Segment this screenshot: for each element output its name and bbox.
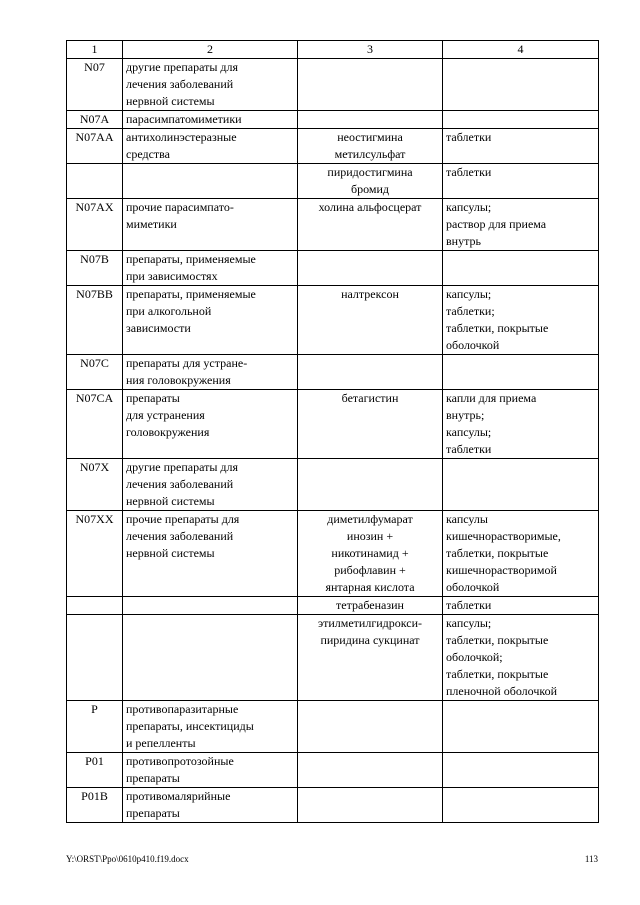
column-number-header: 2 bbox=[123, 41, 298, 59]
dosage-form-line: капсулы; bbox=[446, 200, 492, 214]
atc-group-name-cell bbox=[123, 355, 298, 390]
column-number-row bbox=[67, 41, 599, 59]
drug-name-cell bbox=[298, 615, 443, 701]
drug-name-cell bbox=[298, 701, 443, 753]
drug-name-line: рибофлавин + bbox=[334, 563, 406, 577]
dosage-form-cell bbox=[443, 459, 599, 511]
atc-code-cell: N07AA bbox=[67, 129, 123, 164]
dosage-form-cell bbox=[443, 597, 599, 615]
atc-group-name-line: нервной системы bbox=[126, 546, 215, 560]
table-row bbox=[67, 390, 599, 459]
atc-group-name-line: головокружения bbox=[126, 425, 210, 439]
dosage-form-line: оболочкой bbox=[446, 580, 500, 594]
atc-group-name-line: нервной системы bbox=[126, 94, 215, 108]
atc-group-name-line: противомалярийные bbox=[126, 789, 231, 803]
footer-file-path: Y:\ORST\Ppo\0610p410.f19.docx bbox=[66, 854, 189, 864]
atc-group-name-line: зависимости bbox=[126, 321, 191, 335]
atc-group-name-line: и репелленты bbox=[126, 736, 196, 750]
dosage-form-cell bbox=[443, 390, 599, 459]
drug-name-cell bbox=[298, 390, 443, 459]
column-number-header: 1 bbox=[67, 41, 123, 59]
drug-name-line: бромид bbox=[351, 182, 389, 196]
atc-group-name-cell bbox=[123, 251, 298, 286]
atc-group-name-line: средства bbox=[126, 147, 171, 161]
atc-code-cell bbox=[67, 615, 123, 701]
dosage-form-line: таблетки, покрытые bbox=[446, 667, 549, 681]
drug-name-cell bbox=[298, 251, 443, 286]
atc-group-name-cell bbox=[123, 199, 298, 251]
drug-name-line: неостигмина bbox=[337, 130, 403, 144]
table-row bbox=[67, 199, 599, 251]
dosage-form-cell bbox=[443, 511, 599, 597]
dosage-form-line: кишечнорастворимые, bbox=[446, 529, 561, 543]
drug-name-line: тетрабеназин bbox=[336, 598, 404, 612]
drug-name-line: пиридина сукцинат bbox=[320, 633, 420, 647]
atc-group-name-line: препараты bbox=[126, 771, 180, 785]
atc-group-name-line: миметики bbox=[126, 217, 177, 231]
table-row bbox=[67, 111, 599, 129]
drug-name-line: налтрексон bbox=[341, 287, 399, 301]
atc-group-name-cell bbox=[123, 511, 298, 597]
atc-group-name-cell bbox=[123, 459, 298, 511]
atc-code-cell bbox=[67, 597, 123, 615]
drug-name-cell bbox=[298, 788, 443, 823]
table-row bbox=[67, 701, 599, 753]
atc-group-name-line: при алкогольной bbox=[126, 304, 212, 318]
atc-code-cell: N07A bbox=[67, 111, 123, 129]
dosage-form-cell bbox=[443, 286, 599, 355]
table-row bbox=[67, 59, 599, 111]
atc-code-cell: N07CA bbox=[67, 390, 123, 459]
drug-name-line: никотинамид + bbox=[331, 546, 409, 560]
dosage-form-line: капсулы bbox=[446, 512, 488, 526]
atc-group-name-line: нервной системы bbox=[126, 494, 215, 508]
atc-code-cell: N07XX bbox=[67, 511, 123, 597]
dosage-form-line: таблетки bbox=[446, 165, 492, 179]
dosage-form-cell bbox=[443, 129, 599, 164]
atc-group-name-cell bbox=[123, 753, 298, 788]
atc-group-name-line: при зависимостях bbox=[126, 269, 218, 283]
drug-name-cell bbox=[298, 164, 443, 199]
dosage-form-cell bbox=[443, 701, 599, 753]
atc-group-name-line: препараты, инсектициды bbox=[126, 719, 254, 733]
drug-name-cell bbox=[298, 111, 443, 129]
drug-name-cell bbox=[298, 753, 443, 788]
drug-name-cell bbox=[298, 355, 443, 390]
dosage-form-line: оболочкой; bbox=[446, 650, 503, 664]
table-row bbox=[67, 251, 599, 286]
drug-name-cell bbox=[298, 59, 443, 111]
dosage-form-line: таблетки; bbox=[446, 304, 495, 318]
drug-name-cell bbox=[298, 199, 443, 251]
drug-classification-table bbox=[66, 40, 599, 823]
atc-group-name-cell bbox=[123, 788, 298, 823]
atc-group-name-cell bbox=[123, 164, 298, 199]
atc-code-cell: N07AX bbox=[67, 199, 123, 251]
footer-page-number: 113 bbox=[584, 854, 598, 864]
dosage-form-line: таблетки, покрытые bbox=[446, 546, 549, 560]
dosage-form-line: таблетки bbox=[446, 442, 492, 456]
dosage-form-line: оболочкой bbox=[446, 338, 500, 352]
dosage-form-cell bbox=[443, 355, 599, 390]
atc-code-cell: N07B bbox=[67, 251, 123, 286]
drug-name-line: диметилфумарат bbox=[327, 512, 413, 526]
atc-group-name-line: препараты для устране- bbox=[126, 356, 248, 370]
atc-group-name-line: другие препараты для bbox=[126, 460, 239, 474]
column-number-header: 4 bbox=[443, 41, 599, 59]
table-body bbox=[67, 59, 599, 823]
atc-group-name-cell bbox=[123, 597, 298, 615]
drug-name-line: пиридостигмина bbox=[327, 165, 413, 179]
dosage-form-line: капсулы; bbox=[446, 425, 492, 439]
dosage-form-cell bbox=[443, 788, 599, 823]
dosage-form-line: таблетки bbox=[446, 130, 492, 144]
dosage-form-cell bbox=[443, 615, 599, 701]
atc-group-name-cell bbox=[123, 111, 298, 129]
table-row bbox=[67, 286, 599, 355]
table-row bbox=[67, 164, 599, 199]
atc-group-name-cell bbox=[123, 129, 298, 164]
atc-code-cell: N07 bbox=[67, 59, 123, 111]
dosage-form-line: капсулы; bbox=[446, 287, 492, 301]
atc-group-name-cell bbox=[123, 59, 298, 111]
atc-code-cell: N07C bbox=[67, 355, 123, 390]
dosage-form-line: таблетки, покрытые bbox=[446, 321, 549, 335]
drug-name-line: янтарная кислота bbox=[325, 580, 415, 594]
dosage-form-cell bbox=[443, 753, 599, 788]
table-row bbox=[67, 459, 599, 511]
drug-name-line: холина альфосцерат bbox=[318, 200, 422, 214]
atc-group-name-line: прочие парасимпато- bbox=[126, 200, 234, 214]
atc-group-name-line: противопротозойные bbox=[126, 754, 234, 768]
atc-group-name-line: для устранения bbox=[126, 408, 205, 422]
dosage-form-cell bbox=[443, 59, 599, 111]
atc-code-cell: P bbox=[67, 701, 123, 753]
column-number-header: 3 bbox=[298, 41, 443, 59]
table-row bbox=[67, 788, 599, 823]
dosage-form-line: капли для приема bbox=[446, 391, 537, 405]
drug-name-line: метилсульфат bbox=[334, 147, 406, 161]
drug-name-cell bbox=[298, 286, 443, 355]
atc-group-name-cell bbox=[123, 286, 298, 355]
atc-group-name-line: лечения заболеваний bbox=[126, 77, 234, 91]
dosage-form-line: таблетки bbox=[446, 598, 492, 612]
atc-code-cell: N07X bbox=[67, 459, 123, 511]
table-row bbox=[67, 753, 599, 788]
dosage-form-line: пленочной оболочкой bbox=[446, 684, 558, 698]
table-row bbox=[67, 511, 599, 597]
atc-code-cell: P01 bbox=[67, 753, 123, 788]
dosage-form-line: внутрь; bbox=[446, 408, 485, 422]
atc-code-cell: N07BB bbox=[67, 286, 123, 355]
table-row bbox=[67, 129, 599, 164]
drug-name-cell bbox=[298, 459, 443, 511]
atc-group-name-cell bbox=[123, 701, 298, 753]
drug-name-cell bbox=[298, 511, 443, 597]
atc-group-name-cell bbox=[123, 615, 298, 701]
table-row bbox=[67, 355, 599, 390]
atc-group-name-line: ния головокружения bbox=[126, 373, 231, 387]
drug-name-cell bbox=[298, 597, 443, 615]
atc-group-name-line: лечения заболеваний bbox=[126, 529, 234, 543]
atc-group-name-line: антихолинэстеразные bbox=[126, 130, 237, 144]
drug-name-line: инозин + bbox=[346, 529, 394, 543]
atc-group-name-cell bbox=[123, 390, 298, 459]
drug-name-line: бетагистин bbox=[341, 391, 399, 405]
table-row bbox=[67, 615, 599, 701]
dosage-form-line: капсулы; bbox=[446, 616, 492, 630]
drug-name-line: этилметилгидрокси- bbox=[317, 616, 423, 630]
atc-group-name-line: другие препараты для bbox=[126, 60, 239, 74]
atc-code-cell bbox=[67, 164, 123, 199]
dosage-form-line: таблетки, покрытые bbox=[446, 633, 549, 647]
atc-group-name-line: противопаразитарные bbox=[126, 702, 239, 716]
atc-group-name-line: лечения заболеваний bbox=[126, 477, 234, 491]
atc-group-name-line: парасимпатомиметики bbox=[126, 112, 242, 126]
table-row bbox=[67, 597, 599, 615]
atc-group-name-line: препараты bbox=[126, 806, 180, 820]
atc-group-name-line: прочие препараты для bbox=[126, 512, 240, 526]
atc-group-name-line: препараты, применяемые bbox=[126, 252, 256, 266]
atc-code-cell: P01B bbox=[67, 788, 123, 823]
dosage-form-line: кишечнорастворимой bbox=[446, 563, 557, 577]
dosage-form-cell bbox=[443, 251, 599, 286]
dosage-form-cell bbox=[443, 111, 599, 129]
dosage-form-line: раствор для приема bbox=[446, 217, 547, 231]
atc-group-name-line: препараты bbox=[126, 391, 180, 405]
drug-name-cell bbox=[298, 129, 443, 164]
dosage-form-line: внутрь bbox=[446, 234, 481, 248]
atc-group-name-line: препараты, применяемые bbox=[126, 287, 256, 301]
dosage-form-cell bbox=[443, 199, 599, 251]
dosage-form-cell bbox=[443, 164, 599, 199]
